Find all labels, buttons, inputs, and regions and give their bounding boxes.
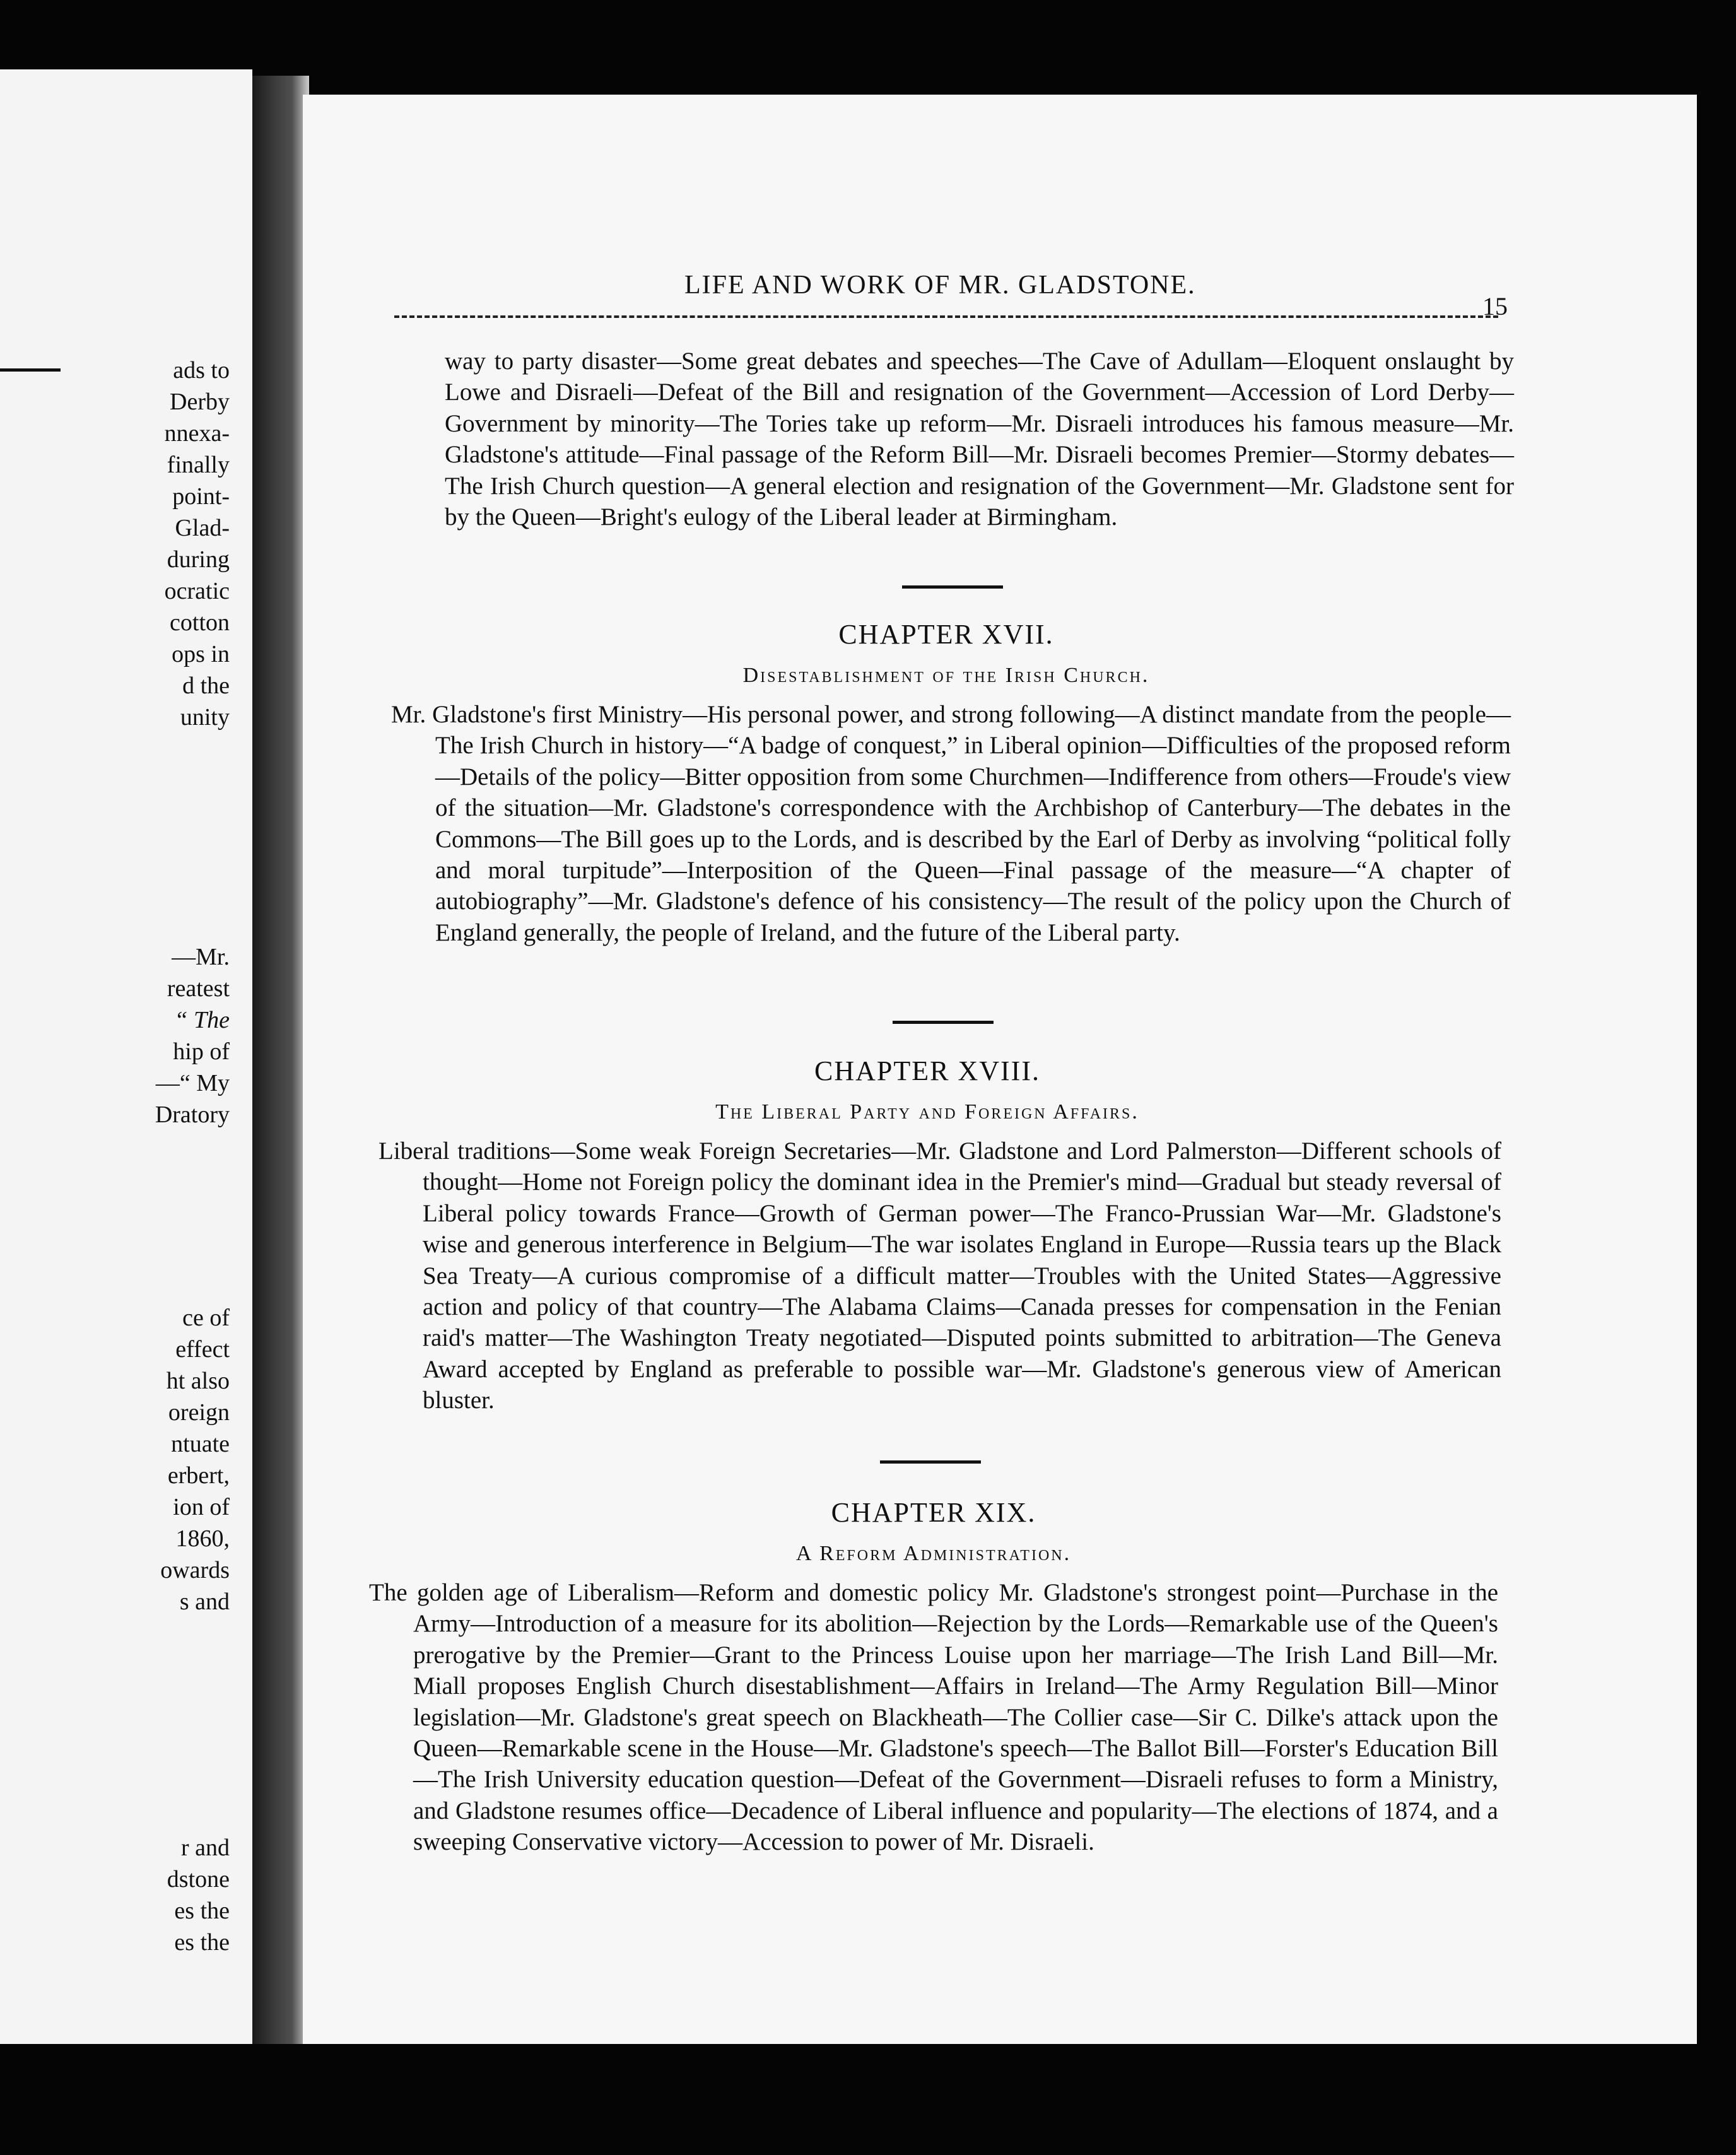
left-fragment: effect xyxy=(175,1336,230,1363)
left-fragment: oreign xyxy=(168,1399,230,1426)
left-fragment: s and xyxy=(179,1588,230,1615)
chapter-title: CHAPTER XIX. xyxy=(831,1497,1036,1528)
page-number: 15 xyxy=(1482,292,1508,320)
left-fragment: ce of xyxy=(182,1305,230,1331)
continuation-paragraph: way to party disaster—Some great debates and speeches—The Cave of Adullam—Eloquent onslaught by Lowe and Disraeli—Defeat of the Bill and resignation of the Government—Accession of Lord Derby—Government by minority—The Tories take up reform—Mr. Disraeli introduces his famous measure—Mr. Gladstone's attitude—Final passage of the Reform Bill—Mr. Disraeli becomes Premier—Stormy debates—The Irish Church question—A general election and resignation of the Government—Mr. Gladstone sent for by the Queen—Bright's eulogy of the Liberal leader at Birmingham. xyxy=(445,348,1514,531)
left-fragment: ocratic xyxy=(164,578,230,604)
left-page-rule xyxy=(0,368,61,372)
left-fragment: owards xyxy=(160,1557,230,1583)
left-page xyxy=(0,69,252,2044)
left-fragment: finally xyxy=(167,452,230,478)
left-fragment: r and xyxy=(180,1835,230,1861)
left-fragment: Glad- xyxy=(175,515,230,541)
left-fragment: point- xyxy=(172,483,230,510)
chapter-summary: Liberal traditions—Some weak Foreign Secretaries—Mr. Gladstone and Lord Palmerston—Different schools of thought—Home not Foreign policy the dominant idea in the Premier's mind—Gradual but steady reversal of Liberal policy towards France—Growth of German power—The Franco-Prussian War—Mr. Gladstone's wise and generous interference in Belgium—The war isolates England in Europe—Russia tears up the Black Sea Treaty—A curious compromise of a difficult matter—Troubles with the United States—Aggressive action and policy of that country—The Alabama Claims—Canada presses for compensation in the Fenian raid's matter—The Washington Treaty negotiated—Disputed points submitted to arbitration—The Geneva Award accepted by England as preferable to possible war—Mr. Gladstone's generous view of American bluster. xyxy=(378,1137,1501,1414)
section-divider xyxy=(893,1021,994,1024)
left-fragment: dstone xyxy=(167,1866,230,1893)
left-fragment: ion of xyxy=(173,1494,230,1520)
left-fragment: ht also xyxy=(166,1368,230,1394)
section-divider xyxy=(880,1460,981,1464)
chapter-subtitle: Disestablishment of the Irish Church. xyxy=(742,664,1150,687)
left-fragment: 1860, xyxy=(175,1525,230,1552)
book-gutter xyxy=(252,76,309,2044)
chapter-summary: The golden age of Liberalism—Reform and domestic policy Mr. Gladstone's strongest point—Purchase in the Army—Introduction of a measure for its abolition—Rejection by the Lords—Remarkable use of the Queen's prerogative by the Premier—Grant to the Princess Louise upon her marriage—The Irish Land Bill—Mr. Miall proposes English Church disestablishment—Affairs in Ireland—The Army Regulation Bill—Minor legislation—Mr. Gladstone's great speech on Blackheath—The Collier case—Sir C. Dilke's attack upon the Queen—Remarkable scene in the House—Mr. Gladstone's speech—The Ballot Bill—Forster's Education Bill—The Irish University education question—Defeat of the Government—Disraeli refuses to form a Ministry, and Gladstone resumes office—Decadence of Liberal influence and popularity—The elections of 1874, and a sweeping Conservative victory—Accession to power of Mr. Disraeli. xyxy=(369,1579,1498,1856)
running-head: LIFE AND WORK OF MR. GLADSTONE. xyxy=(684,271,1196,300)
left-fragment: es the xyxy=(174,1898,230,1924)
left-fragment: Derby xyxy=(170,389,230,415)
left-fragment: d the xyxy=(182,672,230,699)
left-fragment: erbert, xyxy=(167,1462,230,1489)
left-fragment: unity xyxy=(180,704,230,731)
chapter-title: CHAPTER XVII. xyxy=(838,619,1054,650)
left-fragment: ops in xyxy=(172,641,230,667)
section-divider xyxy=(902,585,1003,589)
header-rule xyxy=(394,315,1498,318)
left-fragment: ntuate xyxy=(171,1431,230,1457)
left-fragment: reatest xyxy=(167,975,230,1002)
left-fragment: Dratory xyxy=(155,1101,230,1128)
chapter-subtitle: The Liberal Party and Foreign Affairs. xyxy=(715,1100,1139,1124)
left-fragment: —Mr. xyxy=(172,944,230,970)
chapter-summary: Mr. Gladstone's first Ministry—His personal power, and strong following—A distinct mandate from the people—The Irish Church in history—“A badge of conquest,” in Liberal opinion—Difficulties of the proposed reform—Details of the policy—Bitter opposition from some Churchmen—Indifference from others—Froude's view of the situation—Mr. Gladstone's correspondence with the Archbishop of Canterbury—The debates in the Commons—The Bill goes up to the Lords, and is described by the Earl of Derby as involving “political folly and moral turpitude”—Interposition of the Queen—Final passage of the measure—“A chapter of autobiography”—Mr. Gladstone's defence of his consistency—The result of the policy upon the Church of England generally, the people of Ireland, and the future of the Liberal party. xyxy=(391,701,1511,946)
left-fragment: cotton xyxy=(170,609,230,636)
left-fragment: during xyxy=(167,546,230,573)
left-fragment: —“ My xyxy=(155,1070,230,1096)
left-fragment: hip of xyxy=(173,1038,230,1065)
left-fragment: ads to xyxy=(173,357,230,384)
chapter-subtitle: A Reform Administration. xyxy=(795,1542,1072,1565)
left-fragment: “ The xyxy=(174,1007,230,1033)
left-fragment: nnexa- xyxy=(164,420,230,447)
left-fragment: es the xyxy=(174,1929,230,1956)
chapter-title: CHAPTER XVIII. xyxy=(814,1055,1040,1086)
